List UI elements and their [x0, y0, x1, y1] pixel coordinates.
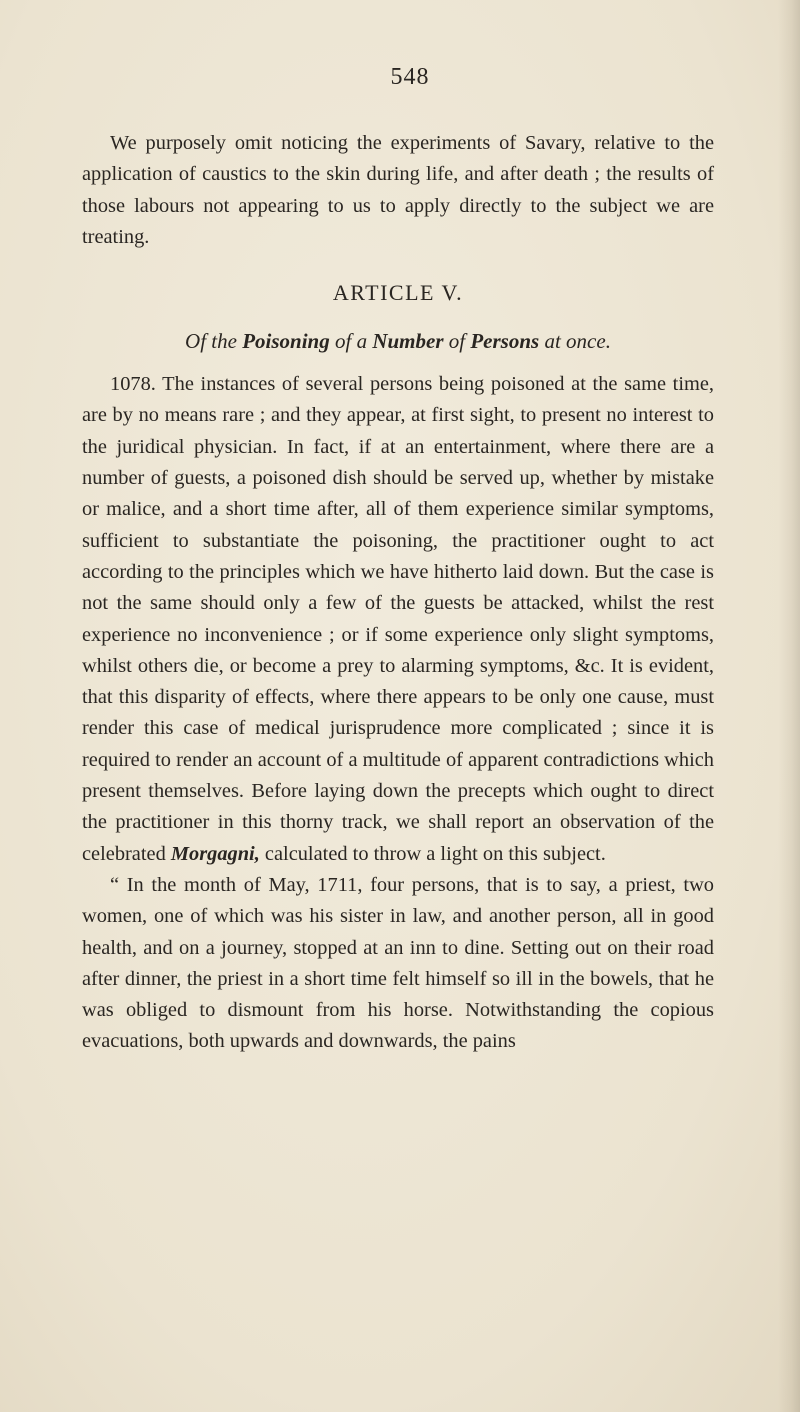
morgagni-name: Morgagni,: [170, 842, 260, 865]
subtitle-part-4: Number: [372, 329, 444, 354]
paragraph-1078-ending: calculated to throw a light on this subject.: [259, 842, 606, 865]
article-heading: ARTICLE V.: [332, 280, 464, 306]
subtitle-part-7: at once.: [539, 329, 611, 354]
paragraph-1078-text: 1078. The instances of several persons being poisoned at the same time, are by no means rare ; and they appear, at first sight, to present no interest to the juridical physician. In fact, if at an entertainment, where there are a number of guests, a poisoned dish should be served up, whether by mistake or malice, and a short time after, all of them experience similar symptoms, sufficient to substantiate the poisoning, the practitioner ought to act according to the principles which we have hitherto laid down. But the case is not the same should only a few of the guests be attacked, whilst the rest experience no inconvenience ; or if some experience only slight symptoms, whilst others die, or become a prey to alarming symptoms, &c. It is evident, that this disparity of effects, where there appears to be only one cause, must render this case of medical jurisprudence more complicated ; since it is required to render an account of a multitude of apparent contradictions which present themselves. Before laying down the precepts which ought to direct the practitioner in this thorny track, we shall report an observation of the celebrated: [82, 373, 714, 865]
subtitle-part-2: Poisoning: [242, 329, 330, 354]
subtitle-part-1: Of the: [185, 329, 243, 354]
page-edge-shadow: [778, 0, 800, 1412]
article-subtitle: [82, 319, 714, 363]
page-number: 548: [390, 64, 430, 90]
paragraph-1078: [82, 369, 714, 870]
quote-paragraph: “ In the month of May, 1711, four persons, that is to say, a priest, two women, one of which was his sister in law, and another person, all in good health, and on a journey, stopped at an inn to dine. Setting out on their road after dinner, the priest in a short time felt himself so ill in the bowels, that he was obliged to dismount from his horse. Notwithstanding the copious evacuations, both upwards and downwards, the pains: [82, 873, 714, 1053]
subtitle-part-5: of: [443, 329, 471, 354]
subtitle-part-3: of a: [329, 329, 373, 354]
page-content: [82, 128, 714, 1058]
intro-paragraph: We purposely omit noticing the experiments of Savary, relative to the application of caustics to the skin during life, and after death ; the results of those labours not appearing to us to apply directly to the subject we are treating.: [82, 132, 714, 248]
subtitle-part-6: Persons: [470, 329, 540, 354]
